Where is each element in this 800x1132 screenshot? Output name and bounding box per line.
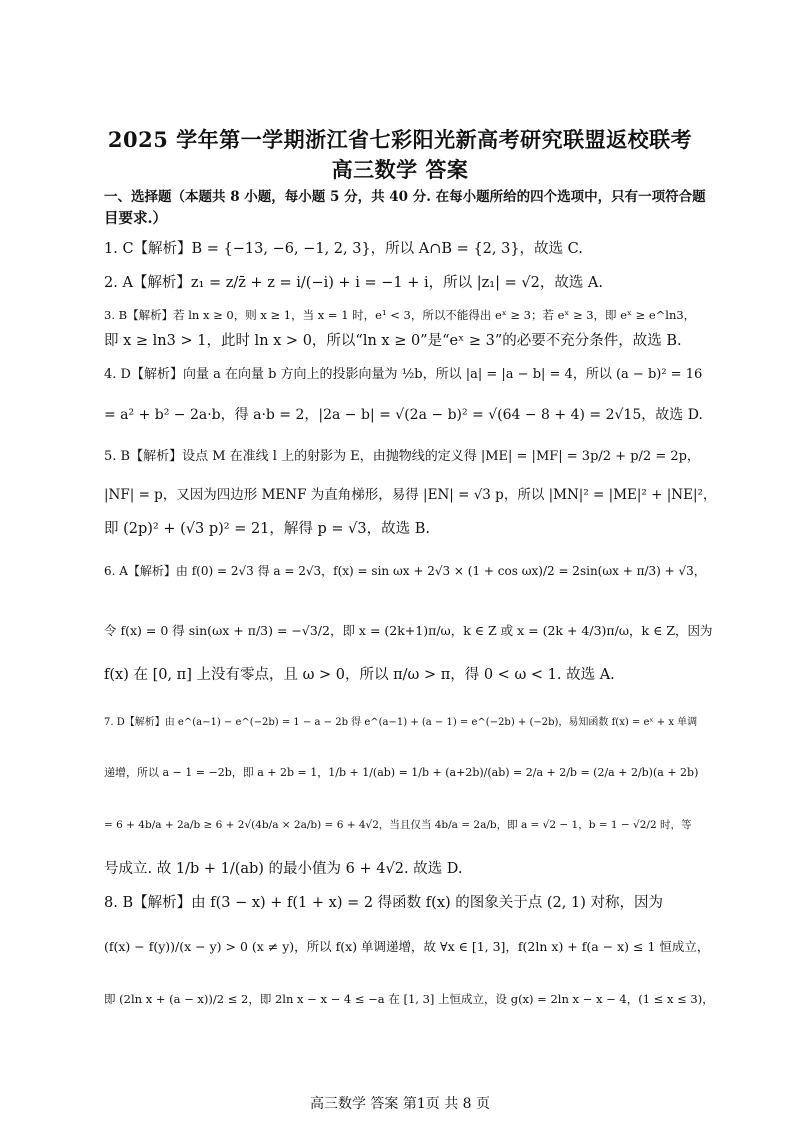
- answer-8-line-2: (f(x) − f(y))/(x − y) > 0 (x ≠ y)，所以 f(x) 单调递增，故 ∀x ∈ [1, 3]，f(2ln x) + f(a − x) ≤ 1 恒成立，: [104, 939, 710, 954]
- answer-7-line-2: 递增，所以 a − 1 = −2b，即 a + 2b = 1，1/b + 1/(ab) = 1/b + (a+2b)/(ab) = 2/a + 2/b = (2/a + 2/b)(a + 2b): [104, 766, 699, 779]
- answer-5-line-1: 5. B【解析】设点 M 在准线 l 上的射影为 E，由抛物线的定义得 |ME| = |MF| = 3p/2 + p/2 = 2p，: [104, 449, 700, 464]
- answer-8-line-1: 8. B【解析】由 f(3 − x) + f(1 + x) = 2 得函数 f(x) 的图象关于点 (2, 1) 对称，因为: [104, 895, 663, 911]
- exam-subtitle: 高三数学 答案: [331, 157, 469, 182]
- section-heading-line1: 一、选择题（本题共 8 小题，每小题 5 分，共 40 分. 在每小题所给的四个选项中，只有一项符合题: [104, 189, 706, 205]
- answer-5-line-2: |NF| = p，又因为四边形 MENF 为直角梯形，易得 |EN| = √3 p，所以 |MN|² = |ME|² + |NE|²，: [104, 487, 717, 503]
- answer-7-line-4: 号成立. 故 1/b + 1/(ab) 的最小值为 6 + 4√2. 故选 D.: [104, 861, 463, 877]
- answer-6-line-1: 6. A【解析】由 f(0) = 2√3 得 a = 2√3，f(x) = sin ωx + 2√3 × (1 + cos ωx)/2 = 2sin(ωx + π/3) + √3，: [104, 564, 706, 578]
- answer-4-line-1: 4. D【解析】向量 a 在向量 b 方向上的投影向量为 ½b，所以 |a| = |a − b| = 4，所以 (a − b)² = 16: [104, 367, 703, 382]
- answer-6-line-2: 令 f(x) = 0 得 sin(ωx + π/3) = −√3/2，即 x = (2k+1)π/ω，k ∈ Z 或 x = (2k + 4/3)π/ω，k ∈ Z，因为: [104, 623, 713, 638]
- answer-3-line-1: 3. B【解析】若 ln x ≥ 0，则 x ≥ 1，当 x = 1 时，e¹ < 3，所以不能得出 eˣ ≥ 3；若 eˣ ≥ 3，即 eˣ ≥ e^ln3，: [104, 308, 696, 322]
- section-heading-line2: 目要求.）: [104, 210, 168, 227]
- exam-title: 2025 学年第一学期浙江省七彩阳光新高考研究联盟返校联考: [107, 127, 693, 152]
- answer-6-line-3: f(x) 在 [0, π] 上没有零点，且 ω > 0，所以 π/ω > π，得 0 < ω < 1. 故选 A.: [104, 667, 615, 683]
- answer-8-line-3: 即 (2ln x + (a − x))/2 ≤ 2，即 2ln x − x − 4 ≤ −a 在 [1, 3] 上恒成立，设 g(x) = 2ln x − x − 4，(1 ≤ x ≤ 3)，: [104, 992, 714, 1006]
- page-footer: 高三数学 答案 第1页 共 8 页: [309, 1096, 491, 1112]
- answer-2-line-1: 2. A【解析】z₁ = z/z̄ + z = i/(−i) + i = −1 + i，所以 |z₁| = √2，故选 A.: [104, 275, 604, 291]
- answer-7-line-3: = 6 + 4b/a + 2a/b ≥ 6 + 2√(4b/a × 2a/b) = 6 + 4√2，当且仅当 4b/a = 2a/b，即 a = √2 − 1，b = 1 − √2/2 时，等: [104, 819, 692, 831]
- answer-7-line-1: 7. D【解析】由 e^(a−1) − e^(−2b) = 1 − a − 2b 得 e^(a−1) + (a − 1) = e^(−2b) + (−2b)，易知函数 f(x) = eˣ + x 单调: [104, 717, 698, 728]
- answer-3-line-2: 即 x ≥ ln3 > 1，此时 ln x > 0，所以“ln x ≥ 0”是“eˣ ≥ 3”的必要不充分条件，故选 B.: [104, 333, 682, 349]
- answer-5-line-3: 即 (2p)² + (√3 p)² = 21，解得 p = √3，故选 B.: [104, 521, 431, 537]
- answer-1-line-1: 1. C【解析】B = {−13, −6, −1, 2, 3}，所以 A∩B = {2, 3}，故选 C.: [104, 241, 583, 257]
- answer-4-line-2: = a² + b² − 2a·b，得 a·b = 2，|2a − b| = √(2a − b)² = √(64 − 8 + 4) = 2√15，故选 D.: [104, 407, 703, 423]
